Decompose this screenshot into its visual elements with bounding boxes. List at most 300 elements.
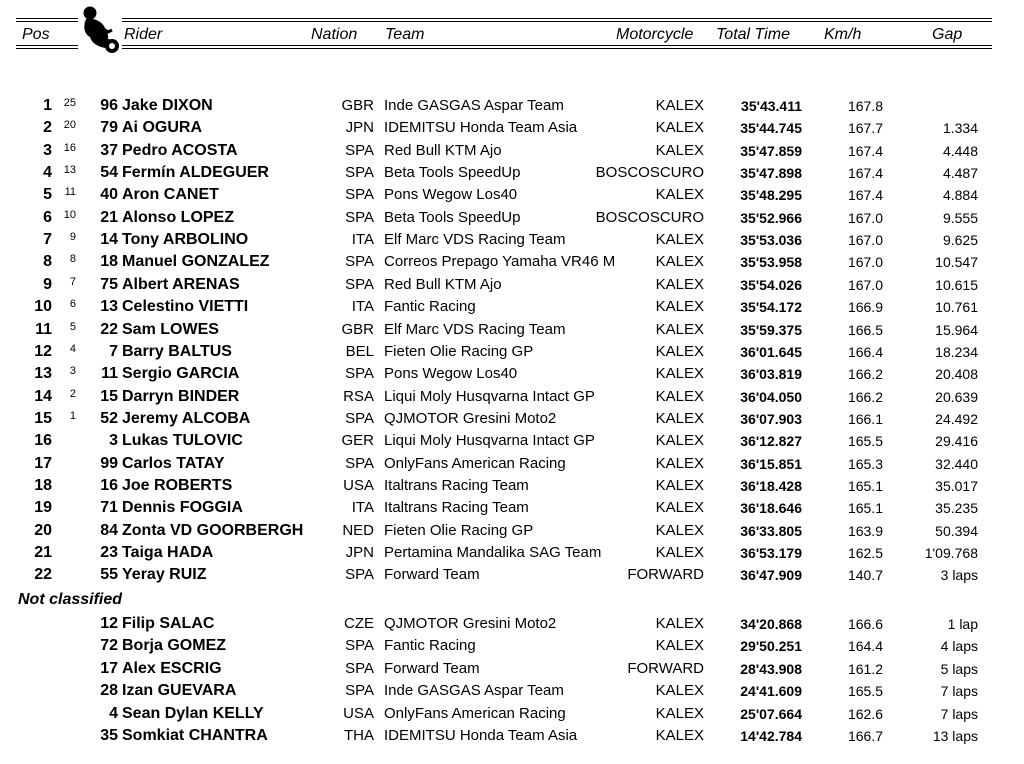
table-row (0, 453, 1024, 475)
cell-name: Darryn BINDER (122, 387, 240, 405)
cell-team: Inde GASGAS Aspar Team (384, 97, 564, 114)
header-gap: Gap (932, 26, 963, 43)
cell-kmh: 140.7 (847, 567, 883, 584)
cell-time: 35'53.958 (740, 254, 802, 271)
cell-kmh: 167.0 (847, 276, 883, 293)
cell-kmh: 167.0 (847, 209, 883, 226)
cell-moto: KALEX (655, 499, 704, 517)
cell-pts: 5 (69, 320, 76, 333)
cell-num: 12 (100, 615, 118, 632)
cell-name: Lukas TULOVIC (122, 432, 243, 450)
cell-num: 52 (100, 409, 118, 427)
cell-name: Jake DIXON (122, 97, 213, 114)
cell-nation: GER (341, 432, 374, 450)
cell-kmh: 166.2 (847, 388, 883, 405)
cell-time: 36'12.827 (740, 433, 802, 450)
cell-name: Alex ESCRIG (122, 659, 222, 677)
cell-time: 24'41.609 (740, 683, 802, 700)
cell-gap: 4 laps (940, 638, 978, 655)
cell-name: Sam LOWES (122, 320, 219, 338)
cell-gap: 50.394 (935, 522, 978, 539)
header-top-rule (16, 18, 992, 19)
cell-nation: SPA (345, 208, 374, 226)
cell-pts: 20 (63, 119, 76, 132)
cell-pts: 6 (69, 298, 76, 311)
table-row (0, 542, 1024, 564)
cell-nation: SPA (345, 253, 374, 271)
cell-nation: SPA (345, 164, 374, 182)
cell-time: 36'18.428 (740, 477, 802, 494)
cell-kmh: 161.2 (847, 660, 883, 677)
cell-pts: 8 (69, 253, 76, 266)
cell-nation: SPA (345, 637, 374, 655)
header-nation: Nation (311, 26, 358, 43)
cell-team: Italtrans Racing Team (384, 476, 529, 494)
table-row (0, 680, 1024, 702)
cell-team: IDEMITSU Honda Team Asia (384, 727, 578, 744)
cell-num: 35 (100, 727, 118, 744)
cell-name: Carlos TATAY (122, 454, 225, 472)
cell-pos: 3 (43, 141, 52, 159)
cell-moto: BOSCOSCURO (595, 164, 704, 182)
cell-nation: GBR (341, 97, 374, 114)
cell-num: 18 (100, 253, 118, 271)
cell-gap: 1'09.768 (924, 545, 978, 561)
cell-time: 35'43.411 (741, 98, 802, 114)
cell-moto: KALEX (655, 682, 704, 700)
header-rider: Rider (124, 26, 163, 43)
cell-gap: 15.964 (935, 321, 978, 338)
cell-team: Pertamina Mandalika SAG Team (384, 544, 602, 561)
cell-team: Pons Wegow Los40 (384, 186, 518, 204)
cell-kmh: 165.3 (847, 455, 883, 472)
cell-num: 71 (100, 499, 118, 517)
cell-gap: 4.487 (942, 165, 978, 182)
cell-name: Tony ARBOLINO (122, 231, 249, 249)
cell-num: 96 (100, 97, 118, 114)
cell-pts: 7 (69, 275, 76, 288)
cell-name: Barry BALTUS (122, 342, 232, 360)
cell-pts: 9 (69, 231, 76, 244)
cell-name: Borja GOMEZ (122, 637, 227, 655)
cell-pos: 10 (34, 298, 52, 316)
cell-moto: KALEX (655, 615, 704, 632)
cell-time: 36'47.909 (740, 567, 802, 584)
cell-nation: SPA (345, 141, 374, 159)
cell-team: Inde GASGAS Aspar Team (384, 682, 564, 700)
cell-team: OnlyFans American Racing (384, 704, 566, 722)
header-bottom-rule-2 (16, 48, 992, 49)
cell-pts: 1 (69, 409, 76, 422)
header-total-time: Total Time (716, 26, 790, 43)
cell-nation: CZE (344, 615, 374, 632)
cell-pts: 11 (64, 186, 76, 199)
cell-time: 35'47.859 (740, 142, 802, 159)
table-row (0, 703, 1024, 725)
cell-name: Jeremy ALCOBA (122, 409, 251, 427)
cell-name: Taiga HADA (122, 544, 214, 561)
cell-time: 29'50.251 (740, 638, 802, 655)
cell-kmh: 162.6 (847, 705, 883, 722)
table-row (0, 341, 1024, 363)
cell-name: Albert ARENAS (122, 275, 240, 293)
cell-num: 84 (100, 521, 118, 539)
cell-moto: FORWARD (627, 659, 704, 677)
cell-pos: 12 (34, 342, 52, 360)
cell-pos: 9 (43, 275, 52, 293)
cell-num: 55 (100, 566, 118, 584)
cell-kmh: 167.4 (847, 142, 883, 159)
cell-name: Ai OGURA (122, 119, 202, 137)
cell-team: Forward Team (384, 566, 480, 584)
cell-name: Celestino VIETTI (122, 298, 249, 316)
cell-nation: SPA (345, 566, 374, 584)
cell-team: Beta Tools SpeedUp (384, 208, 521, 226)
cell-gap: 7 laps (940, 705, 978, 722)
cell-time: 36'53.179 (740, 545, 802, 561)
cell-pts: 16 (63, 141, 76, 154)
table-row (0, 520, 1024, 542)
cell-team: Red Bull KTM Ajo (384, 275, 502, 293)
cell-gap: 3 laps (940, 567, 978, 584)
cell-time: 36'18.646 (740, 500, 802, 517)
cell-moto: KALEX (655, 704, 704, 722)
table-row (0, 251, 1024, 273)
cell-nation: JPN (345, 119, 374, 137)
cell-moto: BOSCOSCURO (595, 208, 704, 226)
cell-gap: 1 lap (947, 616, 978, 632)
cell-time: 36'07.903 (740, 410, 802, 427)
table-row (0, 386, 1024, 408)
cell-nation: BEL (345, 342, 374, 360)
cell-nation: SPA (345, 275, 374, 293)
cell-moto: KALEX (655, 521, 704, 539)
cell-kmh: 166.6 (847, 616, 883, 632)
cell-team: OnlyFans American Racing (384, 454, 566, 472)
motorcycle-rider-icon (78, 4, 122, 56)
cell-pts: 13 (63, 164, 76, 177)
cell-nation: USA (343, 704, 374, 722)
cell-nation: ITA (351, 298, 374, 316)
cell-num: 79 (100, 119, 118, 137)
cell-gap: 18.234 (935, 343, 978, 360)
cell-team: Fieten Olie Racing GP (384, 342, 534, 360)
cell-pos: 20 (34, 521, 52, 539)
cell-nation: SPA (345, 454, 374, 472)
cell-time: 36'04.050 (740, 388, 802, 405)
cell-num: 22 (100, 320, 118, 338)
cell-name: Sean Dylan KELLY (122, 704, 264, 722)
cell-kmh: 167.8 (847, 98, 883, 114)
cell-pts: 2 (69, 387, 76, 400)
cell-nation: USA (343, 476, 374, 494)
cell-moto: KALEX (655, 320, 704, 338)
table-row (0, 613, 1024, 635)
cell-pos: 13 (34, 365, 52, 383)
table-row (0, 430, 1024, 452)
table-row (0, 475, 1024, 497)
cell-time: 35'54.172 (740, 299, 802, 316)
cell-moto: KALEX (655, 637, 704, 655)
table-row (0, 564, 1024, 586)
cell-moto: KALEX (655, 387, 704, 405)
header-team: Team (385, 26, 425, 43)
cell-num: 21 (100, 208, 118, 226)
cell-nation: SPA (345, 682, 374, 700)
cell-nation: SPA (345, 365, 374, 383)
cell-pts: 3 (69, 365, 76, 378)
cell-time: 36'01.645 (740, 343, 802, 360)
cell-kmh: 167.7 (847, 120, 883, 137)
cell-team: Forward Team (384, 659, 480, 677)
cell-time: 14'42.784 (740, 728, 802, 744)
cell-num: 75 (100, 275, 118, 293)
cell-name: Izan GUEVARA (122, 682, 237, 700)
cell-pts: 10 (63, 208, 76, 221)
cell-name: Zonta VD GOORBERGH (122, 521, 304, 539)
cell-name: Yeray RUIZ (122, 566, 207, 584)
cell-kmh: 162.5 (847, 545, 883, 561)
cell-kmh: 166.1 (847, 410, 883, 427)
cell-moto: KALEX (655, 119, 704, 137)
cell-name: Manuel GONZALEZ (122, 253, 270, 271)
header-kmh: Km/h (824, 26, 862, 43)
cell-moto: KALEX (655, 97, 704, 114)
cell-num: 16 (100, 476, 118, 494)
cell-moto: KALEX (655, 231, 704, 249)
cell-moto: KALEX (655, 298, 704, 316)
cell-moto: KALEX (655, 727, 704, 744)
cell-name: Joe ROBERTS (122, 476, 233, 494)
cell-moto: KALEX (655, 253, 704, 271)
cell-nation: RSA (343, 387, 374, 405)
cell-time: 35'54.026 (740, 276, 802, 293)
cell-pos: 17 (34, 454, 52, 472)
table-row (0, 497, 1024, 519)
cell-time: 35'44.745 (740, 120, 802, 137)
cell-kmh: 165.5 (847, 433, 883, 450)
cell-pos: 22 (34, 566, 52, 584)
cell-gap: 10.761 (935, 299, 978, 316)
cell-moto: KALEX (655, 454, 704, 472)
cell-gap: 35.017 (935, 477, 978, 494)
cell-kmh: 165.1 (847, 500, 883, 517)
cell-gap: 24.492 (935, 410, 978, 427)
cell-gap: 4.884 (942, 187, 978, 204)
cell-gap: 4.448 (942, 142, 978, 159)
cell-gap: 20.408 (935, 366, 978, 383)
cell-pos: 7 (43, 231, 52, 249)
cell-time: 35'47.898 (740, 165, 802, 182)
cell-name: Dennis FOGGIA (122, 499, 243, 517)
cell-num: 54 (100, 164, 118, 182)
cell-kmh: 166.9 (847, 299, 883, 316)
not-classified-heading: Not classified (18, 591, 123, 608)
cell-team: Elf Marc VDS Racing Team (384, 231, 566, 249)
cell-time: 35'53.036 (740, 232, 802, 249)
cell-nation: ITA (351, 231, 374, 249)
cell-pts: 25 (63, 97, 76, 109)
cell-moto: FORWARD (627, 566, 704, 584)
cell-gap: 13 laps (932, 728, 978, 744)
cell-time: 34'20.868 (740, 616, 802, 632)
cell-gap: 35.235 (935, 500, 978, 517)
cell-moto: KALEX (655, 275, 704, 293)
cell-gap: 9.555 (942, 209, 978, 226)
cell-team: Liqui Moly Husqvarna Intact GP (384, 432, 595, 450)
cell-num: 15 (100, 387, 118, 405)
table-row (0, 725, 1024, 747)
table-row (0, 296, 1024, 318)
cell-pos: 1 (43, 97, 52, 114)
table-row (0, 117, 1024, 139)
cell-name: Sergio GARCIA (122, 365, 240, 383)
cell-team: Elf Marc VDS Racing Team (384, 320, 566, 338)
cell-pos: 2 (43, 119, 52, 137)
table-row (0, 95, 1024, 117)
cell-name: Aron CANET (122, 186, 219, 204)
cell-moto: KALEX (655, 365, 704, 383)
cell-gap: 5 laps (940, 660, 978, 677)
cell-moto: KALEX (655, 342, 704, 360)
table-row (0, 207, 1024, 229)
cell-time: 28'43.908 (740, 660, 802, 677)
cell-gap: 20.639 (935, 388, 978, 405)
cell-moto: KALEX (655, 409, 704, 427)
cell-gap: 10.547 (935, 254, 978, 271)
cell-kmh: 166.7 (847, 728, 883, 744)
cell-pos: 6 (43, 208, 52, 226)
cell-name: Somkiat CHANTRA (122, 727, 268, 744)
cell-num: 13 (100, 298, 118, 316)
cell-nation: ITA (351, 499, 374, 517)
header-pos: Pos (22, 26, 50, 43)
cell-team: Fantic Racing (384, 637, 476, 655)
cell-time: 35'52.966 (740, 209, 802, 226)
cell-gap: 1.334 (942, 120, 978, 137)
cell-pts: 4 (69, 342, 76, 355)
cell-kmh: 164.4 (847, 638, 883, 655)
cell-time: 35'59.375 (740, 321, 802, 338)
cell-gap: 29.416 (935, 433, 978, 450)
cell-time: 35'48.295 (740, 187, 802, 204)
cell-moto: KALEX (655, 186, 704, 204)
cell-nation: NED (342, 521, 374, 539)
header-motorcycle: Motorcycle (616, 26, 694, 43)
cell-team: Liqui Moly Husqvarna Intact GP (384, 387, 595, 405)
cell-pos: 21 (34, 544, 52, 561)
cell-gap: 10.615 (935, 276, 978, 293)
cell-nation: THA (344, 727, 374, 744)
cell-nation: SPA (345, 186, 374, 204)
cell-pos: 19 (34, 499, 52, 517)
table-row (0, 229, 1024, 251)
cell-num: 37 (100, 141, 118, 159)
cell-moto: KALEX (655, 432, 704, 450)
cell-kmh: 166.5 (847, 321, 883, 338)
table-row (0, 635, 1024, 657)
cell-kmh: 167.0 (847, 232, 883, 249)
cell-name: Pedro ACOSTA (122, 141, 238, 159)
cell-nation: SPA (345, 409, 374, 427)
cell-num: 17 (100, 659, 118, 677)
cell-team: Red Bull KTM Ajo (384, 141, 502, 159)
cell-team: Fantic Racing (384, 298, 476, 316)
cell-name: Filip SALAC (122, 615, 215, 632)
cell-team: QJMOTOR Gresini Moto2 (384, 615, 557, 632)
table-row (0, 408, 1024, 430)
cell-name: Alonso LOPEZ (122, 208, 234, 226)
cell-num: 72 (100, 637, 118, 655)
cell-team: Beta Tools SpeedUp (384, 164, 521, 182)
cell-pos: 15 (34, 409, 52, 427)
cell-nation: JPN (345, 544, 374, 561)
header-top-rule-2 (16, 21, 992, 22)
cell-gap: 9.625 (942, 232, 978, 249)
cell-team: IDEMITSU Honda Team Asia (384, 119, 578, 137)
cell-moto: KALEX (655, 544, 704, 561)
cell-gap: 32.440 (935, 455, 978, 472)
cell-kmh: 163.9 (847, 522, 883, 539)
cell-team: Correos Prepago Yamaha VR46 M (384, 253, 616, 271)
table-row (0, 162, 1024, 184)
table-row (0, 363, 1024, 385)
cell-pos: 11 (35, 320, 52, 338)
cell-num: 4 (109, 704, 118, 722)
cell-team: Fieten Olie Racing GP (384, 521, 534, 539)
cell-kmh: 165.5 (847, 683, 883, 700)
cell-num: 23 (100, 544, 118, 561)
cell-num: 11 (101, 365, 118, 383)
cell-team: QJMOTOR Gresini Moto2 (384, 409, 557, 427)
cell-gap: 7 laps (940, 683, 978, 700)
cell-num: 99 (100, 454, 118, 472)
cell-kmh: 165.1 (847, 477, 883, 494)
cell-num: 3 (109, 432, 118, 450)
cell-num: 7 (109, 342, 118, 360)
cell-time: 36'33.805 (740, 522, 802, 539)
cell-pos: 8 (43, 253, 52, 271)
cell-kmh: 167.4 (847, 165, 883, 182)
cell-time: 36'03.819 (740, 366, 802, 383)
cell-kmh: 166.2 (847, 366, 883, 383)
cell-pos: 5 (43, 186, 52, 204)
cell-nation: SPA (345, 659, 374, 677)
table-row (0, 184, 1024, 206)
cell-num: 14 (100, 231, 118, 249)
table-row (0, 274, 1024, 296)
table-row (0, 658, 1024, 680)
cell-moto: KALEX (655, 141, 704, 159)
table-row (0, 319, 1024, 341)
cell-team: Italtrans Racing Team (384, 499, 529, 517)
cell-kmh: 166.4 (847, 343, 883, 360)
cell-team: Pons Wegow Los40 (384, 365, 518, 383)
cell-nation: GBR (341, 320, 374, 338)
cell-kmh: 167.4 (847, 187, 883, 204)
table-row (0, 140, 1024, 162)
cell-moto: KALEX (655, 476, 704, 494)
cell-time: 36'15.851 (740, 455, 802, 472)
cell-pos: 14 (34, 387, 52, 405)
cell-pos: 4 (43, 164, 52, 182)
cell-num: 28 (100, 682, 118, 700)
cell-time: 25'07.664 (740, 705, 802, 722)
cell-pos: 18 (34, 476, 52, 494)
cell-num: 40 (100, 186, 118, 204)
cell-name: Fermín ALDEGUER (122, 164, 269, 182)
cell-kmh: 167.0 (847, 254, 883, 271)
